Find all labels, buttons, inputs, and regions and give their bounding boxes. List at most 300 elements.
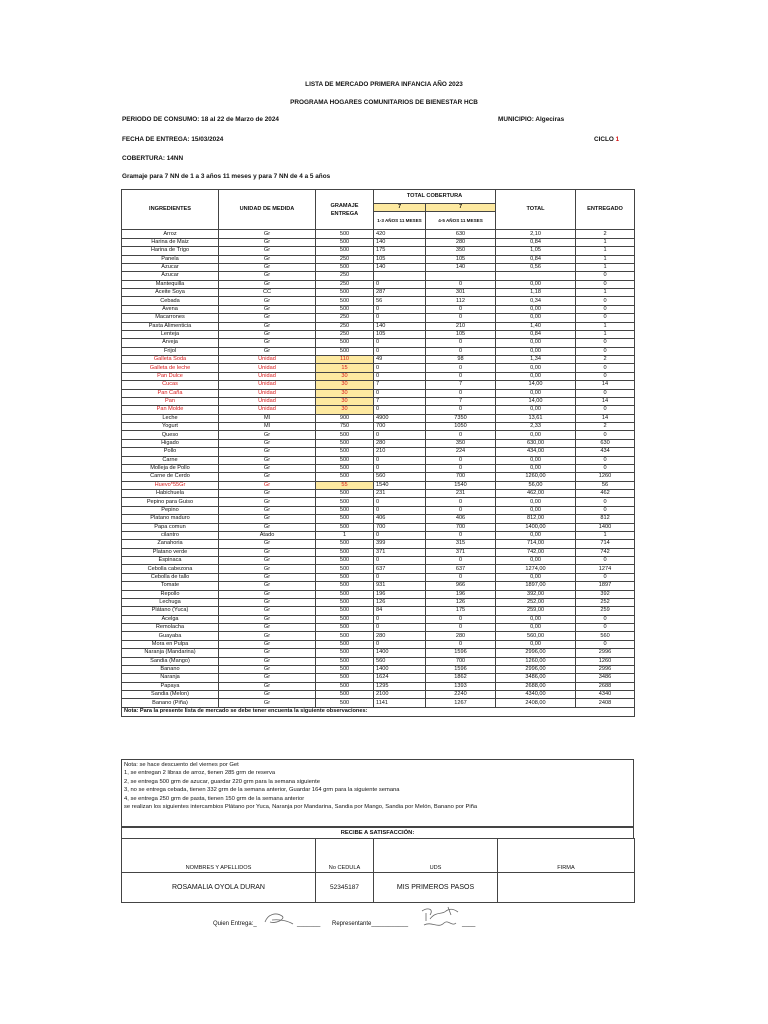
total-cell: 434,00 — [496, 448, 576, 456]
cobertura-2-cell: 700 — [426, 523, 496, 531]
entregado-cell: 812 — [576, 515, 635, 523]
municipio: MUNICIPIO: Algeciras — [498, 116, 565, 123]
ingrediente-cell: Pepino — [122, 506, 219, 514]
gramaje-cell: 500 — [316, 230, 374, 238]
unidad-cell: Gr — [219, 238, 316, 246]
cobertura-1-cell: 0 — [374, 506, 426, 514]
ingrediente-cell: Banano (Piña) — [122, 699, 219, 707]
entregado-cell: 2408 — [576, 699, 635, 707]
gramaje-cell: 250 — [316, 272, 374, 280]
ingrediente-cell: Pan Dulce — [122, 372, 219, 380]
note-line: 3, no se entrega cebada, tienen 332 grm de la semana anterior, Guardar 164 grm para la siguiente semana — [124, 787, 400, 794]
cobertura-2-cell: 1596 — [426, 649, 496, 657]
ingrediente-cell: Pollo — [122, 448, 219, 456]
entregado-cell: 3486 — [576, 674, 635, 682]
unidad-cell: Gr — [219, 557, 316, 565]
gramaje-cell: 1 — [316, 531, 374, 539]
cobertura-2-cell: 301 — [426, 289, 496, 297]
ingrediente-cell: Yogurt — [122, 423, 219, 431]
table-row — [122, 540, 635, 548]
unidad-cell: Gr — [219, 598, 316, 606]
cobertura-1-cell: 4900 — [374, 414, 426, 422]
ingrediente-cell: Tomate — [122, 582, 219, 590]
total-cell: 0,00 — [496, 615, 576, 623]
gramaje-cell: 500 — [316, 506, 374, 514]
col-uds: UDS — [374, 839, 498, 873]
table-row — [122, 582, 635, 590]
cobertura-1-cell: 0 — [374, 615, 426, 623]
gramaje-cell: 500 — [316, 607, 374, 615]
unidad-cell: Gr — [219, 674, 316, 682]
entregado-cell: 742 — [576, 548, 635, 556]
quien-entrega-line: _______ — [297, 921, 321, 927]
cobertura-1-cell: 0 — [374, 464, 426, 472]
unidad-cell: Gr — [219, 490, 316, 498]
entregado-cell: 2996 — [576, 649, 635, 657]
cobertura-1-cell: 1295 — [374, 682, 426, 690]
cobertura-1-cell — [374, 272, 426, 280]
cobertura-1-cell: 560 — [374, 473, 426, 481]
entrega-signature — [262, 910, 296, 928]
unidad-cell: Unidad — [219, 356, 316, 364]
table-row — [122, 473, 635, 481]
ingrediente-cell: Carne — [122, 456, 219, 464]
unidad-cell: Gr — [219, 615, 316, 623]
entregado-cell: 0 — [576, 506, 635, 514]
recibe-firma — [498, 873, 635, 903]
entregado-cell: 2 — [576, 230, 635, 238]
cobertura-2-cell: 406 — [426, 515, 496, 523]
entregado-cell: 0 — [576, 464, 635, 472]
total-cell: 0,00 — [496, 406, 576, 414]
cobertura-1-cell: 105 — [374, 330, 426, 338]
gramaje-cell: 900 — [316, 414, 374, 422]
table-row — [122, 699, 635, 707]
gramaje-cell: 500 — [316, 598, 374, 606]
ingrediente-cell: Guayaba — [122, 632, 219, 640]
header-gramaje: GRAMAJE ENTREGA — [316, 190, 374, 230]
unidad-cell: Ml — [219, 423, 316, 431]
cobertura-1-cell: 140 — [374, 238, 426, 246]
total-cell: 0,00 — [496, 314, 576, 322]
gramaje-cell: 500 — [316, 339, 374, 347]
ingrediente-cell: Panela — [122, 255, 219, 263]
cobertura-1-cell: 0 — [374, 389, 426, 397]
unidad-cell: Gr — [219, 305, 316, 313]
cobertura-2-cell: 7350 — [426, 414, 496, 422]
unidad-cell: Gr — [219, 540, 316, 548]
entregado-cell: 0 — [576, 297, 635, 305]
total-cell: 630,00 — [496, 439, 576, 447]
table-row — [122, 406, 635, 414]
gramaje-cell: 500 — [316, 691, 374, 699]
entregado-cell: 259 — [576, 607, 635, 615]
table-row — [122, 456, 635, 464]
unidad-cell: Atado — [219, 531, 316, 539]
cobertura-1-cell: 700 — [374, 423, 426, 431]
entregado-cell: 560 — [576, 632, 635, 640]
table-row — [122, 314, 635, 322]
entregado-cell: 1 — [576, 330, 635, 338]
unidad-cell: Gr — [219, 665, 316, 673]
cobertura-1-cell: 0 — [374, 573, 426, 581]
representante-line: ____ — [462, 921, 476, 927]
cobertura-1-cell: 406 — [374, 515, 426, 523]
cobertura-1-cell: 56 — [374, 297, 426, 305]
cobertura-2-cell: 7 — [426, 397, 496, 405]
total-cell: 1274,00 — [496, 565, 576, 573]
unidad-cell: Gr — [219, 632, 316, 640]
gramaje-cell: 500 — [316, 640, 374, 648]
ingrediente-cell: Pan Molde — [122, 406, 219, 414]
program-title: PROGRAMA HOGARES COMUNITARIOS DE BIENESTAR HCB — [290, 99, 478, 106]
unidad-cell: Gr — [219, 565, 316, 573]
entregado-cell: 1400 — [576, 523, 635, 531]
ingrediente-cell: cilantro — [122, 531, 219, 539]
quien-entrega-label: Quien Entrega:_ — [213, 921, 257, 927]
header-ingredientes: INGREDIENTES — [122, 190, 219, 230]
table-row — [122, 548, 635, 556]
cobertura-2-cell: 0 — [426, 531, 496, 539]
cobertura-2-cell: 371 — [426, 548, 496, 556]
cobertura-2-cell: 1393 — [426, 682, 496, 690]
entregado-cell: 1 — [576, 263, 635, 271]
total-cell: 56,00 — [496, 481, 576, 489]
cobertura-1-cell: 0 — [374, 498, 426, 506]
total-cell: 1897,00 — [496, 582, 576, 590]
unidad-cell: Unidad — [219, 406, 316, 414]
gramaje-cell: 500 — [316, 448, 374, 456]
gramaje-cell: 250 — [316, 322, 374, 330]
cobertura-2-cell: 0 — [426, 557, 496, 565]
total-cell: 259,00 — [496, 607, 576, 615]
entregado-cell: 0 — [576, 406, 635, 414]
table-row — [122, 347, 635, 355]
total-cell — [496, 272, 576, 280]
cobertura-1-cell: 1540 — [374, 481, 426, 489]
note-line: 1, se entregan 2 libras de arroz, tienen 285 grm de reserva — [124, 770, 276, 777]
unidad-cell: Unidad — [219, 381, 316, 389]
total-cell: 0,84 — [496, 330, 576, 338]
total-cell: 462,00 — [496, 490, 576, 498]
entregado-cell: 1 — [576, 289, 635, 297]
cobertura-2-cell: 0 — [426, 372, 496, 380]
gramaje-cell: 500 — [316, 515, 374, 523]
unidad-cell: Gr — [219, 649, 316, 657]
unidad-cell: Gr — [219, 573, 316, 581]
entregado-cell: 714 — [576, 540, 635, 548]
entregado-cell: 0 — [576, 640, 635, 648]
cobertura-1-cell: 210 — [374, 448, 426, 456]
total-cell: 1,18 — [496, 289, 576, 297]
ingrediente-cell: Espinaca — [122, 557, 219, 565]
gramaje-cell: 500 — [316, 464, 374, 472]
table-row — [122, 255, 635, 263]
unidad-cell: Gr — [219, 431, 316, 439]
gramaje-cell: 500 — [316, 565, 374, 573]
cobertura-2-cell: 105 — [426, 330, 496, 338]
ingrediente-cell: Lenteja — [122, 330, 219, 338]
gramaje-cell: 500 — [316, 498, 374, 506]
entregado-cell: 252 — [576, 598, 635, 606]
entregado-cell: 0 — [576, 498, 635, 506]
ingrediente-cell: Cebolla cabezona — [122, 565, 219, 573]
note-line: 4, se entrega 250 grm de pasta, tienen 150 grm de la semana anterior — [124, 795, 305, 802]
table-row — [122, 490, 635, 498]
cobertura-1-cell: 0 — [374, 624, 426, 632]
unidad-cell: Gr — [219, 347, 316, 355]
cobertura-2-cell: 7 — [426, 381, 496, 389]
total-cell: 2996,00 — [496, 649, 576, 657]
gramaje-cell: 500 — [316, 682, 374, 690]
total-cell: 0,00 — [496, 456, 576, 464]
table-row — [122, 657, 635, 665]
cobertura-2-cell: 1540 — [426, 481, 496, 489]
cobertura-2-cell: 112 — [426, 297, 496, 305]
table-row — [122, 280, 635, 288]
ingrediente-cell: Frijol — [122, 347, 219, 355]
ingrediente-cell: Naranja (Mandarina) — [122, 649, 219, 657]
total-cell: 1,05 — [496, 247, 576, 255]
total-cell: 13,61 — [496, 414, 576, 422]
total-cell: 0,34 — [496, 297, 576, 305]
ingrediente-cell: Lechuga — [122, 598, 219, 606]
ingrediente-cell: Mora en Pulpa — [122, 640, 219, 648]
total-cell: 252,00 — [496, 598, 576, 606]
gramaje-cell: 500 — [316, 624, 374, 632]
unidad-cell: Gr — [219, 682, 316, 690]
cobertura-2-cell: 0 — [426, 506, 496, 514]
ingrediente-cell: Arveja — [122, 339, 219, 347]
total-cell: 1,34 — [496, 356, 576, 364]
ingrediente-cell: Galleta Soda — [122, 356, 219, 364]
entregado-cell: 0 — [576, 456, 635, 464]
unidad-cell: Gr — [219, 314, 316, 322]
cobertura-2-cell: 126 — [426, 598, 496, 606]
table-row — [122, 506, 635, 514]
periodo-consumo: PERIODO DE CONSUMO: 18 al 22 de Marzo de 2024 — [122, 116, 279, 123]
cobertura-1-cell: 196 — [374, 590, 426, 598]
ingrediente-cell: Papaya — [122, 682, 219, 690]
cobertura-1-cell: 0 — [374, 557, 426, 565]
table-row — [122, 565, 635, 573]
ingrediente-cell: Huevo*55Gr — [122, 481, 219, 489]
unidad-cell: Gr — [219, 640, 316, 648]
cobertura-2-cell: 700 — [426, 473, 496, 481]
table-row — [122, 372, 635, 380]
note-line: 2, se entrega 500 grm de azucar, guardar 220 grm para la semana siguiente — [124, 778, 320, 785]
entregado-cell: 0 — [576, 347, 635, 355]
ingrediente-cell: Molleja de Pollo — [122, 464, 219, 472]
total-cell: 560,00 — [496, 632, 576, 640]
cobertura-2-cell: 231 — [426, 490, 496, 498]
ingrediente-cell: Sandia (Mango) — [122, 657, 219, 665]
unidad-cell: Gr — [219, 247, 316, 255]
total-cell: 0,00 — [496, 372, 576, 380]
gramaje-cell: 500 — [316, 431, 374, 439]
gramaje-cell: 30 — [316, 389, 374, 397]
cobertura-1-cell: 399 — [374, 540, 426, 548]
cobertura-2-cell: 0 — [426, 339, 496, 347]
gramaje-cell: 250 — [316, 280, 374, 288]
cobertura-1-cell: 105 — [374, 255, 426, 263]
table-row — [122, 640, 635, 648]
total-cell: 2,10 — [496, 230, 576, 238]
total-cell: 0,00 — [496, 431, 576, 439]
ingrediente-cell: Zanahoria — [122, 540, 219, 548]
cobertura-2-cell: 105 — [426, 255, 496, 263]
cobertura-1-cell: 0 — [374, 640, 426, 648]
ciclo-label: CICLO — [594, 136, 616, 143]
gramaje-cell: 30 — [316, 372, 374, 380]
total-cell: 0,00 — [496, 640, 576, 648]
total-cell: 0,84 — [496, 255, 576, 263]
document-title: LISTA DE MERCADO PRIMERA INFANCIA AÑO 2023 — [305, 81, 463, 88]
ingrediente-cell: Papa comun — [122, 523, 219, 531]
unidad-cell: Gr — [219, 322, 316, 330]
gramaje-cell: 500 — [316, 473, 374, 481]
unidad-cell: Gr — [219, 448, 316, 456]
total-cell: 0,00 — [496, 531, 576, 539]
unidad-cell: Gr — [219, 473, 316, 481]
recibe-nombre: ROSAMALIA OYOLA DURAN — [122, 873, 316, 903]
unidad-cell: Gr — [219, 699, 316, 707]
cobertura-2-cell: 0 — [426, 640, 496, 648]
header-total-cobertura: TOTAL COBERTURA — [374, 190, 496, 204]
ingrediente-cell: Carne de Cerdo — [122, 473, 219, 481]
entregado-cell: 1260 — [576, 657, 635, 665]
cobertura-2-cell: 280 — [426, 238, 496, 246]
fecha-entrega: FECHA DE ENTREGA: 15/03/2024 — [122, 136, 224, 143]
unidad-cell: Gr — [219, 330, 316, 338]
entregado-cell: 0 — [576, 272, 635, 280]
ingrediente-cell: Azucar — [122, 272, 219, 280]
cobertura-2-cell: 280 — [426, 632, 496, 640]
ingrediente-cell: Remolacha — [122, 624, 219, 632]
table-row — [122, 691, 635, 699]
gramaje-cell: 30 — [316, 381, 374, 389]
table-row — [122, 397, 635, 405]
unidad-cell: Gr — [219, 280, 316, 288]
table-row — [122, 414, 635, 422]
gramaje-cell: 500 — [316, 238, 374, 246]
unidad-cell: Unidad — [219, 389, 316, 397]
entregado-cell: 0 — [576, 624, 635, 632]
cobertura-1-cell: 0 — [374, 314, 426, 322]
entregado-cell: 1 — [576, 247, 635, 255]
table-row — [122, 590, 635, 598]
cobertura-1-cell: 140 — [374, 322, 426, 330]
cobertura-2-cell: 0 — [426, 347, 496, 355]
cobertura-1-cell: 0 — [374, 531, 426, 539]
total-cell: 0,00 — [496, 624, 576, 632]
cobertura-2-cell: 0 — [426, 456, 496, 464]
recibe-title: RECIBE A SATISFACCIÓN: — [121, 827, 634, 839]
ingrediente-cell: Harina de Maiz — [122, 238, 219, 246]
cobertura-2-cell: 0 — [426, 314, 496, 322]
cobertura-1-cell: 280 — [374, 439, 426, 447]
ingrediente-cell: Sandia (Melon) — [122, 691, 219, 699]
entregado-cell: 1274 — [576, 565, 635, 573]
cobertura-1-cell: 280 — [374, 632, 426, 640]
entregado-cell: 1 — [576, 322, 635, 330]
cobertura-2-cell: 0 — [426, 573, 496, 581]
cobertura-2-cell: 0 — [426, 364, 496, 372]
total-cell: 14,00 — [496, 397, 576, 405]
gramaje-cell: 500 — [316, 523, 374, 531]
recibe-cedula: 52345187 — [316, 873, 374, 903]
entregado-cell: 0 — [576, 615, 635, 623]
unidad-cell: Gr — [219, 691, 316, 699]
ingrediente-cell: Naranja — [122, 674, 219, 682]
ingrediente-cell: Platano maduro — [122, 515, 219, 523]
ingrediente-cell: Pan Caña — [122, 389, 219, 397]
cobertura-2-cell: 140 — [426, 263, 496, 271]
cobertura-1-cell: 49 — [374, 356, 426, 364]
table-row — [122, 389, 635, 397]
gramaje-cell: 500 — [316, 573, 374, 581]
table-row — [122, 464, 635, 472]
gramaje-cell: 500 — [316, 665, 374, 673]
cobertura-1-cell: 0 — [374, 431, 426, 439]
total-cell: 0,00 — [496, 364, 576, 372]
gramaje-cell: 30 — [316, 406, 374, 414]
table-row — [122, 632, 635, 640]
unidad-cell: Gr — [219, 263, 316, 271]
unidad-cell: Gr — [219, 272, 316, 280]
unidad-cell: Ml — [219, 414, 316, 422]
cobertura-1-cell: 1624 — [374, 674, 426, 682]
gramaje-cell: 500 — [316, 289, 374, 297]
header-entregado: ENTREGADO — [576, 190, 635, 230]
cobertura-1-cell: 7 — [374, 397, 426, 405]
total-cell: 2996,00 — [496, 665, 576, 673]
cobertura-2-cell: 0 — [426, 280, 496, 288]
table-row — [122, 364, 635, 372]
table-row — [122, 682, 635, 690]
cobertura-2-cell: 1267 — [426, 699, 496, 707]
total-cell: 0,00 — [496, 280, 576, 288]
cobertura-1-cell: 700 — [374, 523, 426, 531]
gramaje-cell: 55 — [316, 481, 374, 489]
table-row — [122, 238, 635, 246]
gramaje-cell: 500 — [316, 674, 374, 682]
cobertura-2-cell: 966 — [426, 582, 496, 590]
unidad-cell: Gr — [219, 548, 316, 556]
table-row — [122, 624, 635, 632]
ciclo — [594, 136, 619, 143]
cobertura-1-cell: 0 — [374, 406, 426, 414]
total-cell: 0,84 — [496, 238, 576, 246]
entregado-cell: 462 — [576, 490, 635, 498]
cobertura-2-cell: 700 — [426, 657, 496, 665]
cobertura-1-cell: 0 — [374, 339, 426, 347]
ingrediente-cell: Banano — [122, 665, 219, 673]
ingrediente-cell: Azucar — [122, 263, 219, 271]
entregado-cell: 0 — [576, 280, 635, 288]
entregado-cell: 630 — [576, 439, 635, 447]
ingrediente-cell: Pan — [122, 397, 219, 405]
ingrediente-cell: Galleta de leche — [122, 364, 219, 372]
ingrediente-cell: Harina de Trigo — [122, 247, 219, 255]
total-cell: 0,00 — [496, 573, 576, 581]
cobertura-1-cell: 126 — [374, 598, 426, 606]
table-row — [122, 322, 635, 330]
gramaje-cell: 250 — [316, 314, 374, 322]
unidad-cell: Gr — [219, 523, 316, 531]
entregado-cell: 2 — [576, 356, 635, 364]
entregado-cell: 434 — [576, 448, 635, 456]
